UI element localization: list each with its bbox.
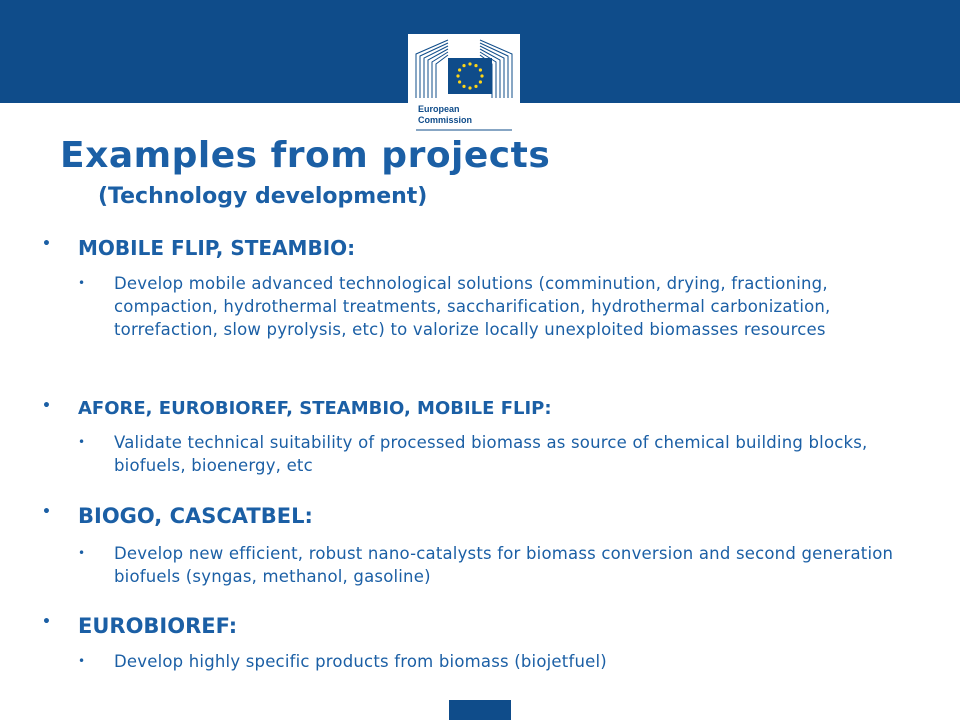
bullet-icon: • [78, 435, 86, 449]
logo-line-european: European [418, 104, 460, 114]
logo-line-commission: Commission [418, 115, 473, 125]
logo-wordmark [418, 104, 518, 126]
project-heading [42, 236, 356, 260]
project-detail [78, 431, 904, 477]
bullet-icon: • [78, 654, 86, 668]
project-heading-text: BIOGO, CASCATBEL: [78, 504, 313, 528]
project-detail-text: Develop mobile advanced technological solutions (comminution, drying, fractioning, compaction, hydrothermal treatments, saccharification, hydrothermal carbonization, torrefaction, slow pyrolysis, etc) to valorize locally unexploited biomasses resources [114, 274, 831, 339]
european-commission-logo [408, 34, 520, 138]
bullet-icon: • [78, 276, 86, 290]
page-subtitle: (Technology development) [98, 184, 428, 209]
project-detail [78, 272, 904, 341]
project-heading [42, 504, 313, 528]
footer-flag-block [449, 700, 511, 720]
project-heading-text: MOBILE FLIP, STEAMBIO: [78, 236, 356, 260]
bullet-icon: • [42, 504, 51, 520]
page-title: Examples from projects [60, 135, 551, 176]
project-detail-text: Validate technical suitability of processed biomass as source of chemical building blocks, biofuels, bioenergy, etc [114, 433, 868, 475]
project-heading [42, 614, 238, 638]
project-heading-text: EUROBIOREF: [78, 614, 238, 638]
project-detail-text: Develop highly specific products from biomass (biojetfuel) [114, 652, 607, 671]
bullet-icon: • [42, 614, 51, 630]
project-detail [78, 650, 904, 673]
bullet-icon: • [42, 398, 51, 414]
project-heading-text: AFORE, EUROBIOREF, STEAMBIO, MOBILE FLIP: [78, 398, 552, 419]
project-detail-text: Develop new efficient, robust nano-catalysts for biomass conversion and second generation biofuels (syngas, methanol, gasoline) [114, 544, 894, 586]
bullet-icon: • [78, 546, 86, 560]
project-detail [78, 542, 904, 588]
project-heading [42, 398, 552, 419]
bullet-icon: • [42, 236, 51, 252]
